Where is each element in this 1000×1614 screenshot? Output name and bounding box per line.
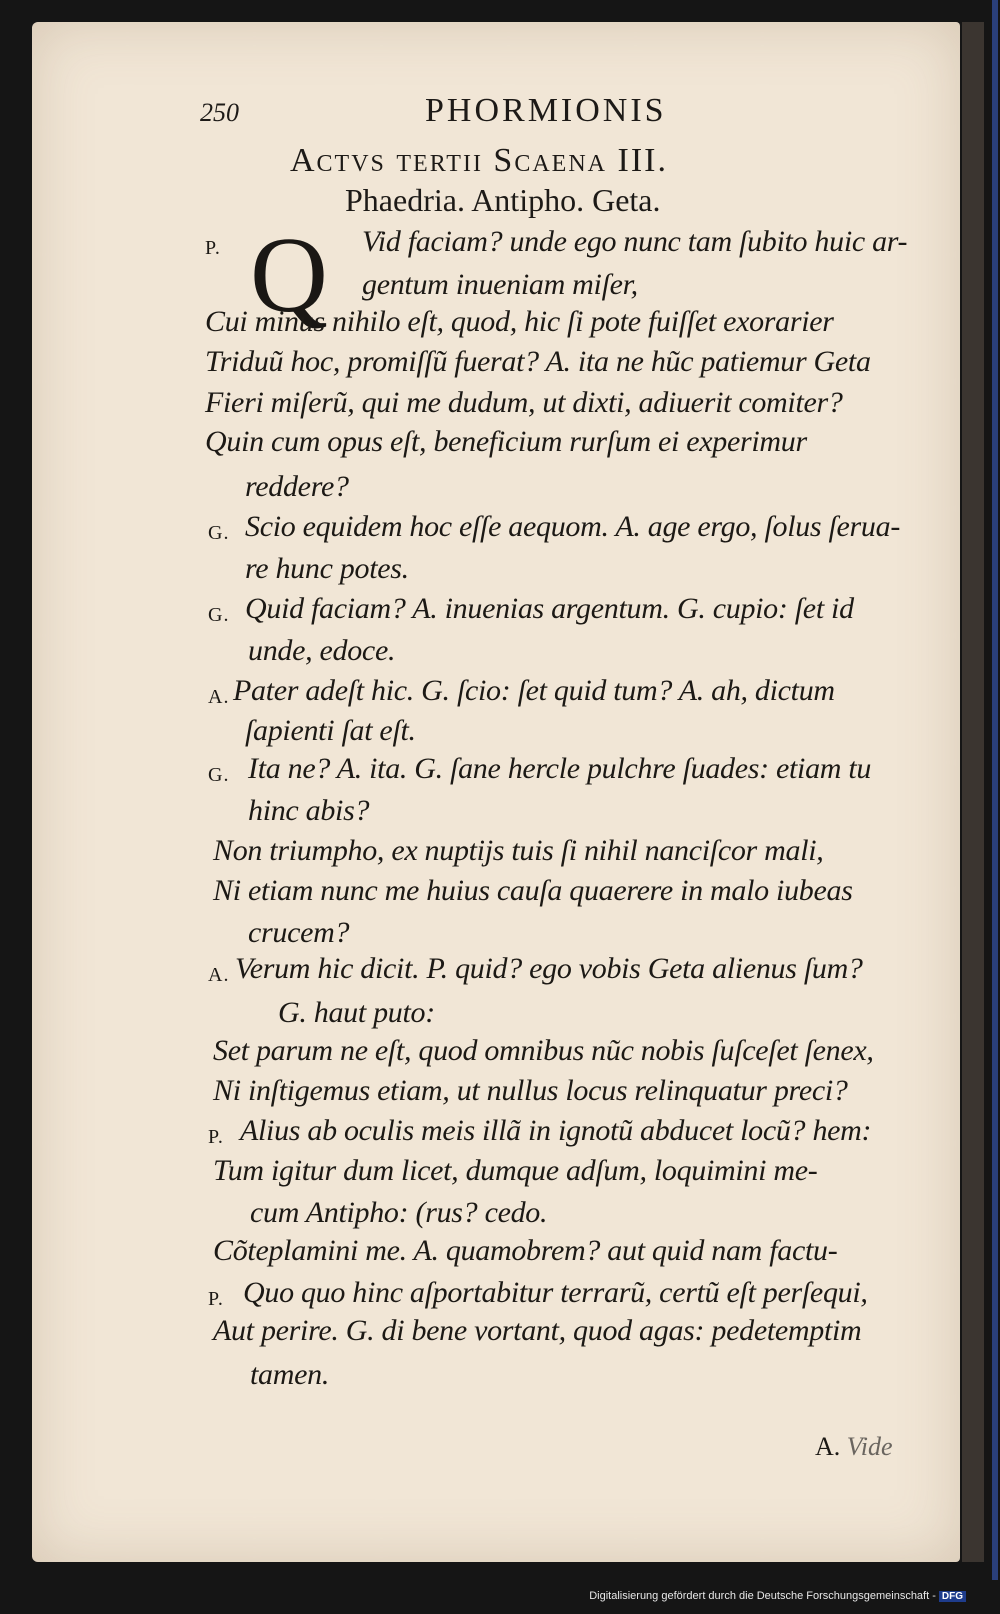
catchword-text: Vide <box>846 1432 893 1461</box>
verse-line: re hunc potes. <box>245 552 409 585</box>
page-number: 250 <box>200 98 239 127</box>
verse-line: Vid faciam? unde ego nunc tam ſubito huic ar- <box>362 225 908 258</box>
verse-line: tamen. <box>250 1358 330 1391</box>
verse-line: Quin cum opus eſt, beneficium rurſum ei experimur <box>205 425 807 458</box>
verse-line: hinc abis? <box>248 794 370 827</box>
verse-line: G. haut puto: <box>278 996 435 1029</box>
speaker-mark: A. <box>208 964 230 986</box>
verse-line: cum Antipho: (rus? cedo. <box>250 1196 548 1229</box>
speaker-mark: A. <box>208 686 230 708</box>
page-edge-shadow <box>962 22 984 1562</box>
verse-line: ſapienti ſat eſt. <box>245 714 416 747</box>
drop-capital: Q <box>250 216 328 335</box>
dfg-logo: DFG <box>939 1591 966 1602</box>
dramatis-personae: Phaedria. Antipho. Geta. <box>345 182 661 218</box>
verse-line: Fieri miſerũ, qui me dudum, ut dixti, adiuerit comiter? <box>205 386 843 419</box>
verse-line: Non triumpho, ex nuptijs tuis ſi nihil nanciſcor mali, <box>213 834 824 867</box>
verse-line: Alius ab oculis meis illã in ignotũ abducet locũ? hem: <box>240 1114 872 1147</box>
speaker-mark: P. <box>208 1126 224 1148</box>
speaker-mark: G. <box>208 604 230 626</box>
verse-line: Tum igitur dum licet, dumque adſum, loquimini me- <box>213 1154 818 1187</box>
verse-line: Triduũ hoc, promiſſũ fuerat? A. ita ne hũc patiemur Geta <box>205 345 871 378</box>
verse-line: Set parum ne eſt, quod omnibus nũc nobis ſuſceſet ſenex, <box>213 1034 874 1067</box>
verse-line: unde, edoce. <box>248 634 396 667</box>
digitization-footer <box>589 1590 966 1602</box>
catchword <box>815 1432 893 1462</box>
scan-border <box>992 0 998 1580</box>
speaker-mark: P. <box>208 1288 224 1310</box>
verse-line: Cui minus nihilo eſt, quod, hic ſi pote fuiſſet exorarier <box>205 305 834 338</box>
verse-line: crucem? <box>248 916 350 949</box>
verse-line: Aut perire. G. di bene vortant, quod agas: pedetemptim <box>213 1314 862 1347</box>
speaker-mark: P. <box>205 237 221 259</box>
verse-line: Pater adeſt hic. G. ſcio: ſet quid tum? A. ah, dictum <box>233 674 835 707</box>
verse-line: Quid faciam? A. inuenias argentum. G. cupio: ſet id <box>245 592 854 625</box>
verse-line: Verum hic dicit. P. quid? ego vobis Geta alienus ſum? <box>235 952 863 985</box>
footer-text: Digitalisierung gefördert durch die Deutsche Forschungsgemeinschaft - <box>589 1590 936 1602</box>
catchword-speaker: A. <box>815 1432 841 1461</box>
verse-line: Ita ne? A. ita. G. ſane hercle pulchre ſuades: etiam tu <box>248 752 872 785</box>
verse-line: reddere? <box>245 470 349 503</box>
verse-line: Ni etiam nunc me huius cauſa quaerere in malo iubeas <box>213 874 853 907</box>
verse-line: Cõteplamini me. A. quamobrem? aut quid nam factu- <box>213 1234 838 1267</box>
verse-line: gentum inueniam miſer, <box>362 268 638 301</box>
act-heading: Actvs tertii Scaena III. <box>290 142 668 179</box>
verse-line: Quo quo hinc aſportabitur terrarũ, certũ eſt perſequi, <box>243 1276 868 1309</box>
speaker-mark: G. <box>208 522 230 544</box>
verse-line: Ni inſtigemus etiam, ut nullus locus relinquatur preci? <box>213 1074 848 1107</box>
speaker-mark: G. <box>208 764 230 786</box>
verse-line: Scio equidem hoc eſſe aequom. A. age ergo, ſolus ſerua- <box>245 510 901 543</box>
running-head: PHORMIONIS <box>425 92 667 129</box>
